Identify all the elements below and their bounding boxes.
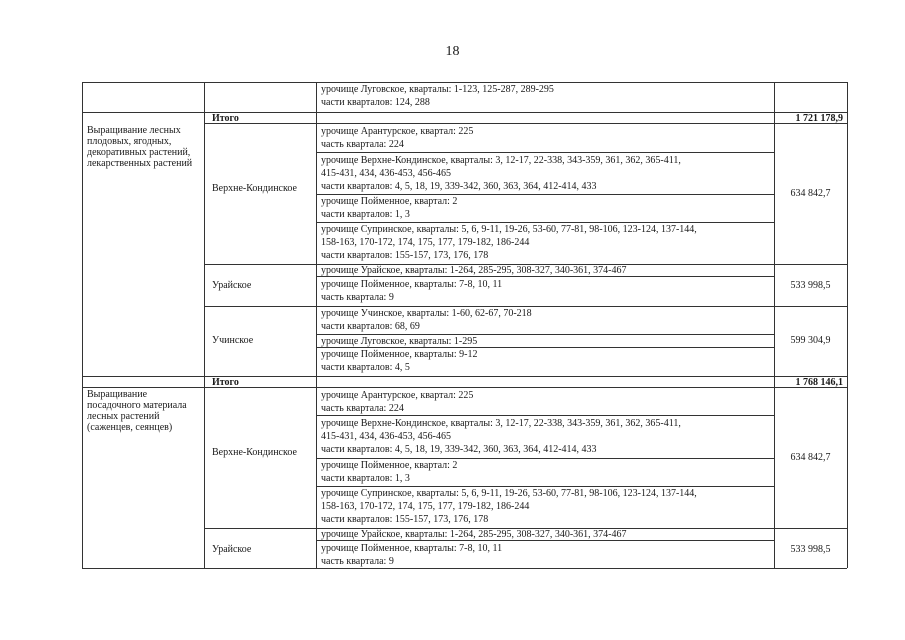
s1-f1-line: урочище Верхне-Кондинское, кварталы: 3, 12-17, 22-338, 343-359, 361, 362, 365-411, [321,155,681,166]
s1-f1-line: части кварталов: 1, 3 [321,209,410,220]
s1-f3-line: урочище Пойменное, кварталы: 9-12 [321,349,478,360]
s1-forestry1-name: Верхне-Кондинское [212,183,297,194]
s2-f2-line: урочище Урайское, кварталы: 1-264, 285-295, 308-327, 340-361, 374-467 [321,529,627,540]
s2-f1-line: части кварталов: 1, 3 [321,473,410,484]
total1-value: 1 721 178,9 [795,113,843,124]
total2-label: Итого [212,377,239,388]
s1-f1-line: урочище Арантурское, квартал: 225 [321,126,474,137]
row0-line-1: урочище Луговское, кварталы: 1-123, 125-287, 289-295 [321,84,554,95]
s1-f2-line: урочище Пойменное, кварталы: 7-8, 10, 11 [321,279,503,290]
s2-f2-line: часть квартала: 9 [321,556,394,567]
s1-f1-line: части кварталов: 4, 5, 18, 19, 339-342, 360, 363, 364, 412-414, 433 [321,181,597,192]
section2-activity: Выращивание посадочного материала лесных растений (саженцев, сеянцев) [87,389,187,433]
s2-f1-line: урочище Верхне-Кондинское, кварталы: 3, 12-17, 22-338, 343-359, 361, 362, 365-411, [321,418,681,429]
s1-f3-line: урочище Луговское, кварталы: 1-295 [321,336,478,347]
forest-allocation-table [82,82,847,568]
s1-f3-line: части кварталов: 68, 69 [321,321,420,332]
s2-f1-line: урочище Супринское, кварталы: 5, 6, 9-11, 19-26, 53-60, 77-81, 98-106, 123-124, 137-144, [321,488,697,499]
s2-f1-line: урочище Пойменное, квартал: 2 [321,460,458,471]
s1-f2-line: урочище Урайское, кварталы: 1-264, 285-295, 308-327, 340-361, 374-467 [321,265,627,276]
s2-f1-line: части кварталов: 155-157, 173, 176, 178 [321,514,489,525]
row0-line-2: части кварталов: 124, 288 [321,97,430,108]
s2-forestry2-value: 533 998,5 [790,544,831,555]
s1-forestry2-value: 533 998,5 [790,280,831,291]
s2-forestry1-value: 634 842,7 [790,452,831,463]
page-number: 18 [445,44,460,59]
s2-forestry2-name: Урайское [212,544,252,555]
s1-f1-line: части кварталов: 155-157, 173, 176, 178 [321,250,489,261]
s1-f1-line: часть квартала: 224 [321,139,404,150]
section1-activity: Выращивание лесных плодовых, ягодных, декоративных растений, лекарственных растений [87,125,193,169]
s1-f3-line: урочище Учинское, кварталы: 1-60, 62-67, 70-218 [321,308,532,319]
s2-f1-line: урочище Арантурское, квартал: 225 [321,390,474,401]
total1-label: Итого [212,113,239,124]
s2-forestry1-name: Верхне-Кондинское [212,447,297,458]
total2-value: 1 768 146,1 [795,377,843,388]
s1-f2-line: часть квартала: 9 [321,292,394,303]
s1-f1-line: урочище Супринское, кварталы: 5, 6, 9-11, 19-26, 53-60, 77-81, 98-106, 123-124, 137-144, [321,224,697,235]
s2-f2-line: урочище Пойменное, кварталы: 7-8, 10, 11 [321,543,503,554]
s1-forestry3-name: Учинское [212,335,254,346]
s1-forestry1-value: 634 842,7 [790,188,831,199]
s2-f1-line: часть квартала: 224 [321,403,404,414]
s2-f1-line: 158-163, 170-172, 174, 175, 177, 179-182, 186-244 [321,501,530,512]
s1-f1-line: 415-431, 434, 436-453, 456-465 [321,168,451,179]
s2-f1-line: части кварталов: 4, 5, 18, 19, 339-342, 360, 363, 364, 412-414, 433 [321,444,597,455]
s1-f1-line: урочище Пойменное, квартал: 2 [321,196,458,207]
s1-f1-line: 158-163, 170-172, 174, 175, 177, 179-182, 186-244 [321,237,530,248]
s1-f3-line: части кварталов: 4, 5 [321,362,410,373]
s2-f1-line: 415-431, 434, 436-453, 456-465 [321,431,451,442]
s1-forestry2-name: Урайское [212,280,252,291]
s1-forestry3-value: 599 304,9 [790,335,831,346]
